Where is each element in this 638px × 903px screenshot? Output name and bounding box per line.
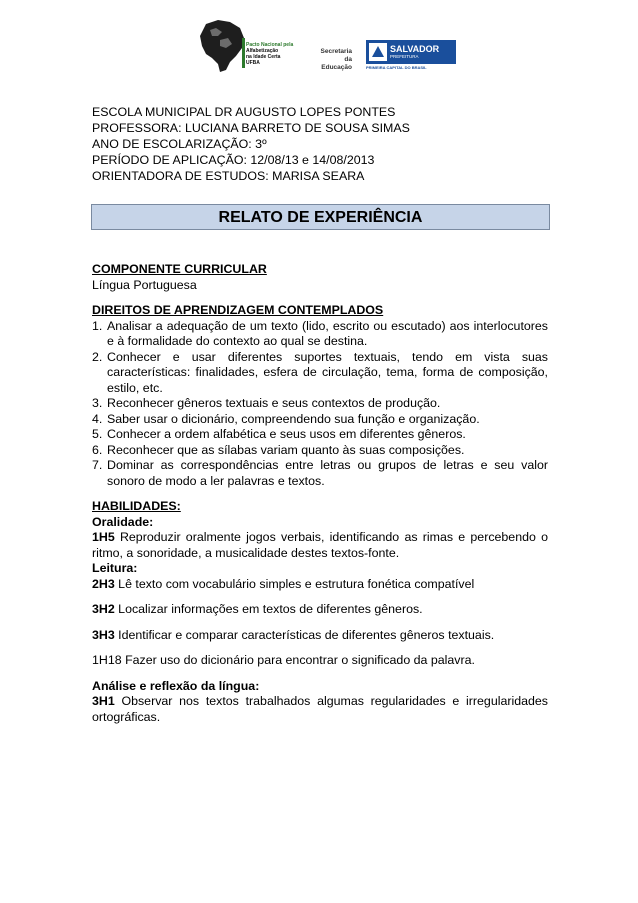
skill-1h18: 1H18 Fazer uso do dicionário para encontrar o significado da palavra. [92, 653, 475, 667]
list-item: 2. Conhecer e usar diferentes suportes textuais, tendo em vista suas características: finalidades, esfera de circulação, tema, forma de composição, estilo, etc. [92, 349, 548, 395]
advisor-name: ORIENTADORA DE ESTUDOS: MARISA SEARA [92, 169, 365, 183]
componente-value: Língua Portuguesa [92, 277, 197, 292]
pnaic-line-2: Alfabetização [246, 48, 279, 54]
pnaic-line-1: Pacto Nacional pela [246, 42, 294, 48]
teacher-name: PROFESSORA: LUCIANA BARRETO DE SOUSA SIMAS [92, 121, 410, 135]
leitura-label: Leitura: [92, 561, 138, 575]
skill-3h3: 3H3 Identificar e comparar características de diferentes gêneros textuais. [92, 627, 495, 642]
salvador-tagline: PRIMEIRA CAPITAL DO BRASIL [366, 65, 427, 70]
pnaic-line-4: UFBA [246, 60, 260, 66]
document-title: RELATO DE EXPERIÊNCIA [91, 204, 550, 230]
skill-2h3: 2H3 Lê texto com vocabulário simples e estrutura fonética compatível [92, 576, 475, 591]
school-name: ESCOLA MUNICIPAL DR AUGUSTO LOPES PONTES [92, 105, 396, 119]
componente-heading: COMPONENTE CURRICULAR [92, 262, 267, 276]
secretaria-logo [312, 48, 352, 72]
habilidades-heading: HABILIDADES: [92, 499, 181, 513]
list-item: 3. Reconhecer gêneros textuais e seus contextos de produção. [92, 396, 441, 410]
pnaic-logo [196, 18, 308, 74]
direitos-list [92, 319, 548, 490]
skill-1h5: 1H5 Reproduzir oralmente jogos verbais, identificando as rimas e percebendo o ritmo, a sonoridade, a musicalidade destes textos-fonte. [92, 530, 548, 560]
list-item: 4. Saber usar o dicionário, compreendendo sua função e organização. [92, 411, 480, 426]
secretaria-line-1: Secretaria da [320, 48, 352, 63]
application-period: PERÍODO DE APLICAÇÃO: 12/08/13 e 14/08/2013 [92, 153, 375, 167]
school-header [92, 104, 410, 184]
oralidade-label: Oralidade: [92, 514, 154, 529]
header-logos [196, 18, 460, 74]
salvador-sub: PREFEITURA [390, 54, 419, 59]
secretaria-line-2: Educação [321, 64, 352, 71]
direitos-heading: DIREITOS DE APRENDIZAGEM CONTEMPLADOS [92, 303, 384, 317]
analise-label: Análise e reflexão da língua: [92, 678, 260, 693]
list-item: 6. Reconhecer que as sílabas variam quanto às suas composições. [92, 442, 465, 457]
skill-3h2: 3H2 Localizar informações em textos de diferentes gêneros. [92, 602, 423, 616]
school-year: ANO DE ESCOLARIZAÇÃO: 3º [92, 137, 267, 151]
pnaic-line-3: na Idade Certa [246, 54, 281, 60]
skill-3h1: 3H1 Observar nos textos trabalhados algumas regularidades e irregularidades ortográficas. [92, 694, 548, 724]
salvador-logo [366, 40, 456, 70]
salvador-name: SALVADOR [390, 44, 440, 54]
list-item: 1. Analisar a adequação de um texto (lido, escrito ou escutado) aos interlocutores e à formalidade do contexto ao qual se destina. [92, 318, 548, 348]
document-body [92, 262, 548, 725]
list-item: 7. Dominar as correspondências entre letras ou grupos de letras e seu valor sonoro de modo a ler palavras e textos. [92, 458, 548, 488]
list-item: 5. Conhecer a ordem alfabética e seus usos em diferentes gêneros. [92, 427, 466, 441]
